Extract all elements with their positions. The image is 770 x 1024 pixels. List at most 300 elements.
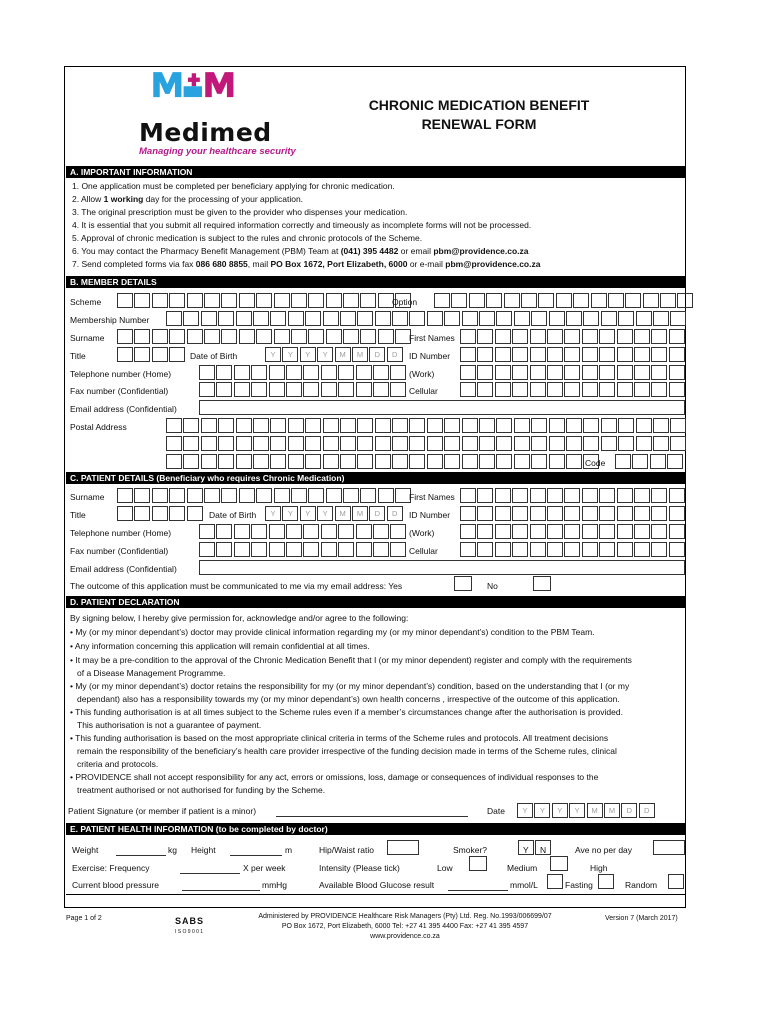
input-cell[interactable] [251, 542, 267, 557]
input-cell[interactable] [462, 311, 478, 326]
input-cell[interactable] [427, 454, 443, 469]
input-cell[interactable] [530, 542, 546, 557]
input-cell[interactable] [651, 524, 667, 539]
input-cell[interactable] [221, 488, 237, 503]
input-cell[interactable] [305, 436, 321, 451]
input-cell[interactable] [477, 524, 493, 539]
exercise-field[interactable] [180, 873, 240, 874]
date-cell[interactable]: Y [317, 506, 333, 521]
input-cell[interactable] [530, 524, 546, 539]
input-cell[interactable] [444, 418, 460, 433]
input-cell[interactable] [251, 365, 267, 380]
date-cell[interactable]: Y [265, 347, 281, 362]
input-cell[interactable] [444, 311, 460, 326]
input-cell[interactable] [375, 454, 391, 469]
date-cell[interactable]: D [369, 506, 385, 521]
input-cell[interactable] [303, 524, 319, 539]
input-cell[interactable] [253, 436, 269, 451]
input-cell[interactable] [530, 347, 546, 362]
input-cell[interactable] [323, 436, 339, 451]
input-cell[interactable] [169, 488, 185, 503]
input-cell[interactable] [308, 488, 324, 503]
input-cell[interactable] [357, 418, 373, 433]
random-box-left[interactable] [598, 874, 614, 889]
input-cell[interactable] [444, 454, 460, 469]
input-cell[interactable] [582, 382, 598, 397]
input-cell[interactable] [269, 365, 285, 380]
input-cell[interactable] [392, 454, 408, 469]
input-cell[interactable] [343, 488, 359, 503]
input-cell[interactable] [187, 488, 203, 503]
input-cell[interactable] [134, 488, 150, 503]
input-cell[interactable] [343, 329, 359, 344]
input-cell[interactable] [669, 382, 685, 397]
input-cell[interactable] [530, 382, 546, 397]
input-cell[interactable] [504, 293, 520, 308]
input-cell[interactable] [634, 488, 650, 503]
input-cell[interactable] [477, 542, 493, 557]
outcome-no-checkbox[interactable] [533, 576, 551, 591]
input-cell[interactable] [356, 365, 372, 380]
input-cell[interactable] [634, 347, 650, 362]
input-cell[interactable] [199, 524, 215, 539]
input-cell[interactable] [373, 382, 389, 397]
postal-code-field[interactable] [615, 454, 685, 469]
input-cell[interactable] [582, 488, 598, 503]
input-cell[interactable] [460, 347, 476, 362]
input-cell[interactable] [288, 454, 304, 469]
input-cell[interactable] [618, 311, 634, 326]
input-cell[interactable] [451, 293, 467, 308]
input-cell[interactable] [660, 293, 676, 308]
member-email-field[interactable] [199, 400, 685, 415]
input-cell[interactable] [599, 524, 615, 539]
date-cell[interactable]: M [352, 506, 368, 521]
input-cell[interactable] [303, 365, 319, 380]
input-cell[interactable] [650, 454, 666, 469]
input-cell[interactable] [286, 382, 302, 397]
date-cell[interactable]: Y [282, 506, 298, 521]
input-cell[interactable] [427, 418, 443, 433]
input-cell[interactable] [531, 418, 547, 433]
input-cell[interactable] [618, 436, 634, 451]
input-cell[interactable] [256, 293, 272, 308]
input-cell[interactable] [617, 542, 633, 557]
option-field[interactable] [434, 293, 695, 308]
postal-address-line-2[interactable] [166, 436, 688, 451]
input-cell[interactable] [547, 382, 563, 397]
input-cell[interactable] [669, 329, 685, 344]
input-cell[interactable] [152, 488, 168, 503]
input-cell[interactable] [409, 436, 425, 451]
input-cell[interactable] [373, 524, 389, 539]
input-cell[interactable] [643, 293, 659, 308]
input-cell[interactable] [599, 365, 615, 380]
input-cell[interactable] [218, 454, 234, 469]
footer-website[interactable]: www.providence.co.za [370, 933, 440, 940]
intensity-low-box[interactable] [469, 856, 487, 871]
input-cell[interactable] [512, 542, 528, 557]
postal-address-line-3[interactable] [166, 454, 601, 469]
input-cell[interactable] [617, 524, 633, 539]
input-cell[interactable] [183, 311, 199, 326]
input-cell[interactable] [634, 542, 650, 557]
input-cell[interactable] [625, 293, 641, 308]
input-cell[interactable] [321, 382, 337, 397]
input-cell[interactable] [117, 347, 133, 362]
input-cell[interactable] [547, 329, 563, 344]
input-cell[interactable] [582, 542, 598, 557]
input-cell[interactable] [427, 311, 443, 326]
outcome-yes-checkbox[interactable] [454, 576, 472, 591]
input-cell[interactable] [479, 418, 495, 433]
input-cell[interactable] [234, 524, 250, 539]
input-cell[interactable] [669, 506, 685, 521]
member-cellular-field[interactable] [460, 382, 686, 397]
fasting-box[interactable] [547, 874, 563, 889]
input-cell[interactable] [634, 329, 650, 344]
input-cell[interactable] [496, 311, 512, 326]
input-cell[interactable] [531, 454, 547, 469]
input-cell[interactable] [670, 311, 686, 326]
input-cell[interactable] [221, 329, 237, 344]
input-cell[interactable] [469, 293, 485, 308]
input-cell[interactable] [601, 436, 617, 451]
input-cell[interactable] [270, 436, 286, 451]
input-cell[interactable] [599, 347, 615, 362]
input-cell[interactable] [201, 311, 217, 326]
input-cell[interactable] [390, 524, 406, 539]
input-cell[interactable] [512, 347, 528, 362]
input-cell[interactable] [201, 418, 217, 433]
date-cell[interactable]: D [387, 347, 403, 362]
input-cell[interactable] [166, 311, 182, 326]
input-cell[interactable] [183, 454, 199, 469]
input-cell[interactable] [288, 436, 304, 451]
input-cell[interactable] [582, 524, 598, 539]
input-cell[interactable] [216, 365, 232, 380]
input-cell[interactable] [204, 293, 220, 308]
scheme-field[interactable] [117, 293, 413, 308]
input-cell[interactable] [477, 382, 493, 397]
input-cell[interactable] [599, 488, 615, 503]
input-cell[interactable] [169, 506, 185, 521]
input-cell[interactable] [495, 488, 511, 503]
input-cell[interactable] [239, 329, 255, 344]
input-cell[interactable] [234, 382, 250, 397]
input-cell[interactable] [512, 382, 528, 397]
input-cell[interactable] [360, 293, 376, 308]
input-cell[interactable] [530, 506, 546, 521]
date-cell[interactable]: M [604, 803, 620, 818]
patient-work-field[interactable] [460, 524, 686, 539]
input-cell[interactable] [651, 329, 667, 344]
input-cell[interactable] [651, 347, 667, 362]
date-cell[interactable]: M [587, 803, 603, 818]
input-cell[interactable] [477, 488, 493, 503]
input-cell[interactable] [221, 293, 237, 308]
input-cell[interactable] [479, 311, 495, 326]
input-cell[interactable] [375, 311, 391, 326]
input-cell[interactable] [670, 418, 686, 433]
input-cell[interactable] [434, 293, 450, 308]
input-cell[interactable] [270, 454, 286, 469]
input-cell[interactable] [512, 488, 528, 503]
input-cell[interactable] [183, 436, 199, 451]
input-cell[interactable] [390, 365, 406, 380]
input-cell[interactable] [166, 418, 182, 433]
input-cell[interactable] [460, 506, 476, 521]
date-cell[interactable]: Y [517, 803, 533, 818]
input-cell[interactable] [236, 436, 252, 451]
input-cell[interactable] [477, 365, 493, 380]
input-cell[interactable] [117, 488, 133, 503]
input-cell[interactable] [239, 293, 255, 308]
input-cell[interactable] [564, 524, 580, 539]
input-cell[interactable] [340, 311, 356, 326]
input-cell[interactable] [187, 293, 203, 308]
input-cell[interactable] [253, 454, 269, 469]
input-cell[interactable] [253, 418, 269, 433]
input-cell[interactable] [409, 311, 425, 326]
input-cell[interactable] [582, 365, 598, 380]
input-cell[interactable] [479, 436, 495, 451]
input-cell[interactable] [549, 311, 565, 326]
input-cell[interactable] [547, 347, 563, 362]
input-cell[interactable] [564, 347, 580, 362]
input-cell[interactable] [556, 293, 572, 308]
input-cell[interactable] [512, 329, 528, 344]
input-cell[interactable] [617, 329, 633, 344]
input-cell[interactable] [169, 293, 185, 308]
input-cell[interactable] [651, 488, 667, 503]
input-cell[interactable] [373, 542, 389, 557]
patient-dob-field[interactable] [265, 506, 404, 521]
input-cell[interactable] [308, 293, 324, 308]
input-cell[interactable] [269, 524, 285, 539]
input-cell[interactable] [375, 436, 391, 451]
input-cell[interactable] [201, 436, 217, 451]
input-cell[interactable] [338, 524, 354, 539]
input-cell[interactable] [216, 524, 232, 539]
input-cell[interactable] [531, 436, 547, 451]
input-cell[interactable] [169, 347, 185, 362]
input-cell[interactable] [360, 329, 376, 344]
input-cell[interactable] [375, 418, 391, 433]
input-cell[interactable] [617, 365, 633, 380]
input-cell[interactable] [288, 311, 304, 326]
date-cell[interactable]: M [352, 347, 368, 362]
random-box[interactable] [668, 874, 684, 889]
input-cell[interactable] [392, 436, 408, 451]
input-cell[interactable] [599, 382, 615, 397]
ave-per-day-field[interactable] [653, 840, 685, 855]
input-cell[interactable] [669, 542, 685, 557]
input-cell[interactable] [495, 365, 511, 380]
input-cell[interactable] [583, 418, 599, 433]
input-cell[interactable] [305, 311, 321, 326]
member-fax-field[interactable] [199, 382, 408, 397]
blood-pressure-field[interactable] [182, 890, 260, 891]
input-cell[interactable] [338, 382, 354, 397]
input-cell[interactable] [573, 293, 589, 308]
input-cell[interactable] [566, 436, 582, 451]
input-cell[interactable] [634, 382, 650, 397]
input-cell[interactable] [357, 436, 373, 451]
input-cell[interactable] [378, 488, 394, 503]
input-cell[interactable] [204, 488, 220, 503]
input-cell[interactable] [303, 382, 319, 397]
input-cell[interactable] [669, 347, 685, 362]
date-cell[interactable]: M [335, 506, 351, 521]
input-cell[interactable] [564, 365, 580, 380]
patient-id-field[interactable] [460, 506, 686, 521]
input-cell[interactable] [134, 347, 150, 362]
input-cell[interactable] [373, 365, 389, 380]
input-cell[interactable] [286, 542, 302, 557]
member-surname-field[interactable] [117, 329, 413, 344]
input-cell[interactable] [514, 436, 530, 451]
input-cell[interactable] [547, 488, 563, 503]
date-cell[interactable]: Y [282, 347, 298, 362]
input-cell[interactable] [514, 418, 530, 433]
input-cell[interactable] [617, 506, 633, 521]
input-cell[interactable] [496, 454, 512, 469]
input-cell[interactable] [651, 382, 667, 397]
smoker-no-box[interactable] [535, 840, 551, 855]
input-cell[interactable] [152, 506, 168, 521]
input-cell[interactable] [305, 454, 321, 469]
input-cell[interactable] [530, 365, 546, 380]
input-cell[interactable] [326, 488, 342, 503]
input-cell[interactable] [357, 311, 373, 326]
input-cell[interactable] [669, 365, 685, 380]
input-cell[interactable] [653, 418, 669, 433]
date-cell[interactable]: D [621, 803, 637, 818]
patient-first-names-field[interactable] [460, 488, 686, 503]
input-cell[interactable] [512, 524, 528, 539]
input-cell[interactable] [460, 488, 476, 503]
input-cell[interactable] [582, 506, 598, 521]
input-cell[interactable] [152, 329, 168, 344]
input-cell[interactable] [566, 418, 582, 433]
input-cell[interactable] [326, 329, 342, 344]
input-cell[interactable] [392, 418, 408, 433]
input-cell[interactable] [286, 524, 302, 539]
declaration-date-field[interactable] [517, 803, 656, 818]
input-cell[interactable] [667, 454, 683, 469]
input-cell[interactable] [409, 418, 425, 433]
member-first-names-field[interactable] [460, 329, 686, 344]
input-cell[interactable] [152, 293, 168, 308]
input-cell[interactable] [253, 311, 269, 326]
input-cell[interactable] [547, 365, 563, 380]
input-cell[interactable] [669, 488, 685, 503]
input-cell[interactable] [530, 488, 546, 503]
input-cell[interactable] [216, 542, 232, 557]
membership-number-field[interactable] [166, 311, 688, 326]
date-cell[interactable]: D [639, 803, 655, 818]
input-cell[interactable] [204, 329, 220, 344]
input-cell[interactable] [479, 454, 495, 469]
input-cell[interactable] [323, 418, 339, 433]
input-cell[interactable] [340, 418, 356, 433]
input-cell[interactable] [617, 382, 633, 397]
input-cell[interactable] [601, 311, 617, 326]
patient-email-field[interactable] [199, 560, 685, 575]
input-cell[interactable] [591, 293, 607, 308]
input-cell[interactable] [234, 542, 250, 557]
input-cell[interactable] [183, 418, 199, 433]
input-cell[interactable] [270, 418, 286, 433]
input-cell[interactable] [512, 506, 528, 521]
input-cell[interactable] [199, 542, 215, 557]
date-cell[interactable]: Y [534, 803, 550, 818]
input-cell[interactable] [356, 382, 372, 397]
input-cell[interactable] [495, 382, 511, 397]
input-cell[interactable] [495, 542, 511, 557]
input-cell[interactable] [117, 329, 133, 344]
input-cell[interactable] [134, 506, 150, 521]
input-cell[interactable] [360, 488, 376, 503]
input-cell[interactable] [274, 329, 290, 344]
input-cell[interactable] [512, 365, 528, 380]
input-cell[interactable] [201, 454, 217, 469]
input-cell[interactable] [486, 293, 502, 308]
input-cell[interactable] [269, 542, 285, 557]
input-cell[interactable] [392, 311, 408, 326]
member-title-field[interactable] [117, 347, 187, 362]
input-cell[interactable] [564, 329, 580, 344]
input-cell[interactable] [117, 293, 133, 308]
input-cell[interactable] [632, 454, 648, 469]
input-cell[interactable] [583, 436, 599, 451]
input-cell[interactable] [477, 347, 493, 362]
input-cell[interactable] [669, 524, 685, 539]
height-field[interactable] [230, 855, 282, 856]
input-cell[interactable] [564, 506, 580, 521]
intensity-medium-box[interactable] [550, 856, 568, 871]
input-cell[interactable] [547, 524, 563, 539]
input-cell[interactable] [460, 382, 476, 397]
input-cell[interactable] [199, 382, 215, 397]
input-cell[interactable] [340, 454, 356, 469]
input-cell[interactable] [564, 542, 580, 557]
patient-cellular-field[interactable] [460, 542, 686, 557]
input-cell[interactable] [117, 506, 133, 521]
input-cell[interactable] [236, 418, 252, 433]
input-cell[interactable] [462, 418, 478, 433]
member-dob-field[interactable] [265, 347, 404, 362]
input-cell[interactable] [549, 418, 565, 433]
weight-field[interactable] [116, 855, 166, 856]
input-cell[interactable] [496, 418, 512, 433]
input-cell[interactable] [305, 418, 321, 433]
date-cell[interactable]: Y [265, 506, 281, 521]
input-cell[interactable] [564, 488, 580, 503]
input-cell[interactable] [326, 293, 342, 308]
input-cell[interactable] [582, 347, 598, 362]
input-cell[interactable] [462, 454, 478, 469]
input-cell[interactable] [343, 293, 359, 308]
input-cell[interactable] [152, 347, 168, 362]
input-cell[interactable] [547, 542, 563, 557]
input-cell[interactable] [514, 311, 530, 326]
input-cell[interactable] [547, 506, 563, 521]
member-tel-home-field[interactable] [199, 365, 408, 380]
input-cell[interactable] [340, 436, 356, 451]
input-cell[interactable] [251, 524, 267, 539]
